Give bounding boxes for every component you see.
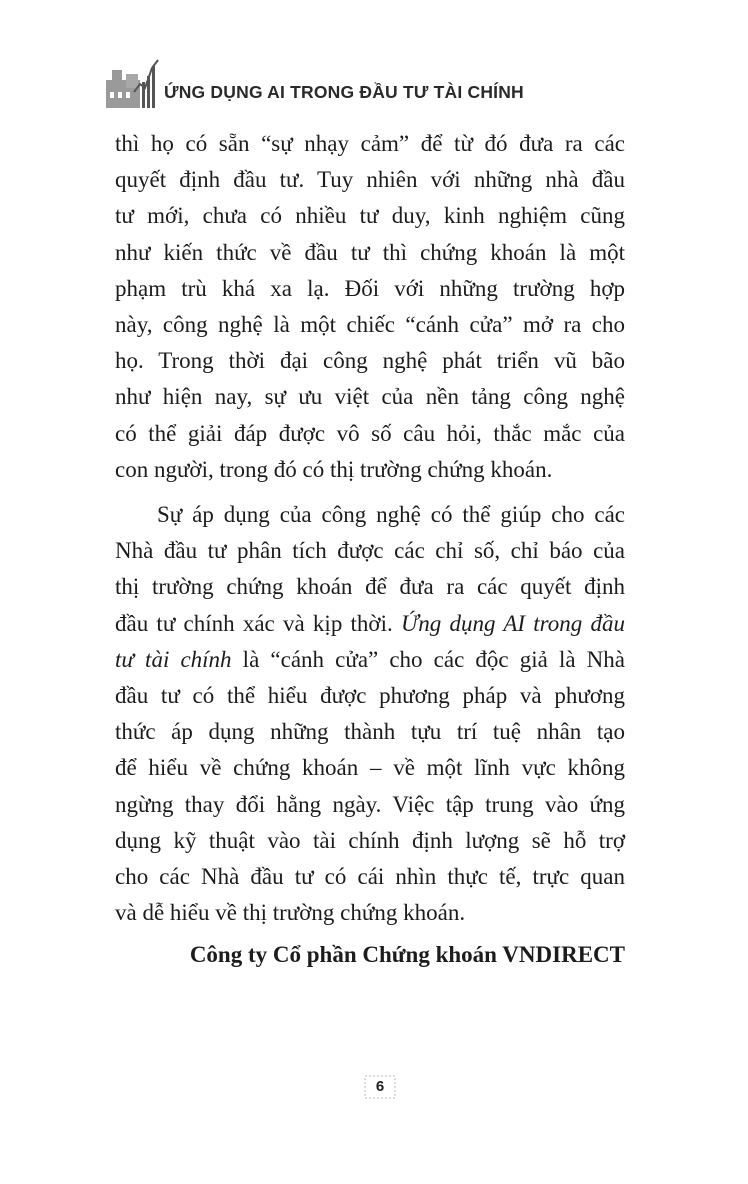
text-line: tư mới, chưa có nhiều tư duy, kinh nghiệm cũng [115,203,625,229]
text-line: có thể giải đáp được vô số câu hỏi, thắc mắc của [115,420,625,446]
text-line: đầu tư có thể hiểu được phương pháp và phương [115,683,625,709]
text-line: như hiện nay, sự ưu việt của nền tảng công nghệ [115,384,625,410]
text-line: quyết định đầu tư. Tuy nhiên với những nhà đầu [115,167,625,193]
text-line: dụng kỹ thuật vào tài chính định lượng sẽ hỗ trợ [115,827,625,853]
book-title-italic: tư tài chính [115,646,232,672]
text-line: thì họ có sẵn “sự nhạy cảm” để từ đó đưa ra các [115,131,625,156]
running-header [104,52,664,112]
text-line: và dễ hiểu về thị trường chứng khoán. [115,900,466,926]
text-line: để hiểu về chứng khoán – về một lĩnh vực không [115,755,625,781]
text-line: con người, trong đó có thị trường chứng khoán. [115,456,553,482]
text-line: này, công nghệ là một chiếc “cánh cửa” mở ra cho [115,312,625,338]
text-line: Sự áp dụng của công nghệ có thể giúp cho các [157,502,625,527]
paragraph-1 [115,126,625,488]
text-segment: là “cánh cửa” cho các độc giả là Nhà [231,646,625,672]
text-line [115,606,625,642]
signature: Công ty Cổ phần Chứng khoán VNDIRECT [189,942,625,967]
text-line: Nhà đầu tư phân tích được các chỉ số, chỉ báo của [115,538,625,564]
text-line: như kiến thức về đầu tư thì chứng khoán là một [115,239,625,265]
text-line: ngừng thay đổi hằng ngày. Việc tập trung vào ứng [115,791,625,817]
book-title-italic: Ứng dụng AI trong đầu [400,610,625,636]
text-line [115,642,625,678]
city-skyline-chart-logo-icon [104,52,160,110]
paragraph-2 [115,497,625,931]
text-line: phạm trù khá xa lạ. Đối với những trường hợp [115,275,625,301]
text-line: thị trường chứng khoán để đưa ra các quyết định [115,574,625,600]
text-segment: đầu tư chính xác và kịp thời. [115,610,401,636]
page-number-value: 6 [375,1078,385,1095]
book-title: ỨNG DỤNG AI TRONG ĐẦU TƯ TÀI CHÍNH [164,82,524,102]
text-line: họ. Trong thời đại công nghệ phát triển vũ bão [115,348,625,374]
text-line: thức áp dụng những thành tựu trí tuệ nhân tạo [115,719,625,745]
page-number [364,1075,396,1099]
text-line: cho các Nhà đầu tư có cái nhìn thực tế, trực quan [115,864,625,890]
